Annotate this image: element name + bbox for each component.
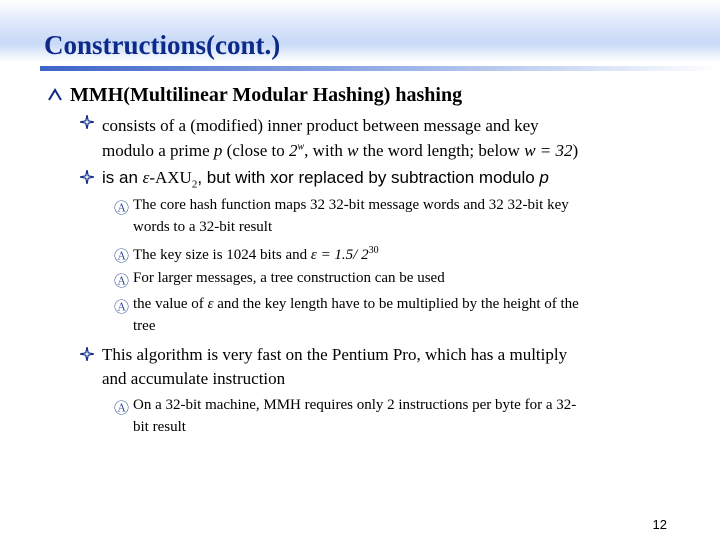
consists-w-sup: w <box>297 141 305 153</box>
consists-eq: w = 32 <box>524 141 573 160</box>
circled-a-bullet-icon: Ⓐ <box>114 274 130 290</box>
sparkle-bullet-icon <box>80 115 94 134</box>
consists-2w: 2 <box>288 141 298 160</box>
title-underline <box>40 66 720 71</box>
consists-p: p <box>213 141 223 160</box>
bullet-fast-line2 <box>102 369 285 389</box>
bullet-value-line1 <box>133 296 579 313</box>
bullet-consists-line1 <box>102 116 539 136</box>
is-an-epsilon: ε <box>142 168 150 187</box>
fast-text-1: This algorithm is very fast on the Pentium Pro, which has a multiply <box>102 345 568 364</box>
consists-text-1: consists of a (modified) inner product between message and key <box>102 116 539 135</box>
sparkle-bullet-icon <box>80 347 94 366</box>
core-text-1: The core hash function maps 32 32-bit message words and 32 32-bit key <box>133 197 569 213</box>
larger-text: For larger messages, a tree construction can be used <box>133 270 445 286</box>
consists-text-2: modulo a prime <box>102 141 214 160</box>
keysize-eq: = 1.5/ 2 <box>316 247 369 263</box>
machine-text-2: bit result <box>133 419 186 435</box>
bullet-core-line2 <box>133 219 272 236</box>
slide-title: Constructions(cont.) <box>44 30 281 60</box>
keysize-exp: 30 <box>368 245 379 256</box>
machine-text-1: On a 32-bit machine, MMH requires only 2 instructions per byte for a 32- <box>133 397 577 413</box>
bullet-consists-line2 <box>102 141 578 161</box>
value-pre: the value of <box>133 296 208 312</box>
keysize-epsilon: ε <box>310 247 317 263</box>
circled-a-bullet-icon: Ⓐ <box>114 249 130 265</box>
value-post: and the key length have to be multiplied by the height of the <box>213 296 579 312</box>
is-an-axu-sub: 2 <box>191 178 198 191</box>
sparkle-icon <box>80 115 94 129</box>
is-an-pre: is an <box>102 168 143 187</box>
value-text-2: tree <box>133 318 156 334</box>
consists-mid3: the word length; below <box>358 141 525 160</box>
circled-a-bullet-icon: Ⓐ <box>114 201 130 217</box>
caret-bullet-icon <box>46 86 64 104</box>
is-an-post: , but with xor replaced by subtraction modulo <box>197 168 540 187</box>
consists-w: w <box>347 141 359 160</box>
bullet-machine-line1 <box>133 397 576 414</box>
core-text-2: words to a 32-bit result <box>133 219 273 235</box>
bullet-core-line1 <box>133 197 569 214</box>
is-an-axu: -AXU <box>149 168 192 187</box>
page-number: 12 <box>652 517 667 532</box>
circled-a-bullet-icon: Ⓐ <box>114 300 130 316</box>
sparkle-icon <box>80 347 94 361</box>
circled-a-bullet-icon: Ⓐ <box>114 401 130 417</box>
bullet-mmh <box>70 84 462 107</box>
bullet-machine-line2 <box>133 419 186 436</box>
sun-bullet-icon <box>46 86 64 109</box>
bullet-value-line2 <box>133 318 155 335</box>
consists-mid1: (close to <box>222 141 289 160</box>
sparkle-icon <box>80 170 94 184</box>
bullet-keysize <box>133 245 379 264</box>
keysize-pre: The key size is 1024 bits and <box>133 247 311 263</box>
consists-end: ) <box>572 141 579 160</box>
bullet-is-an <box>102 168 549 190</box>
consists-mid2: , with <box>304 141 348 160</box>
value-epsilon: ε <box>207 296 214 312</box>
bullet-larger <box>133 270 445 287</box>
bullet-mmh-text: MMH(Multilinear Modular Hashing) hashing <box>70 84 463 106</box>
fast-text-2: and accumulate instruction <box>102 369 286 388</box>
bullet-fast-line1 <box>102 345 567 365</box>
is-an-p: p <box>539 168 549 187</box>
sparkle-bullet-icon <box>80 170 94 189</box>
